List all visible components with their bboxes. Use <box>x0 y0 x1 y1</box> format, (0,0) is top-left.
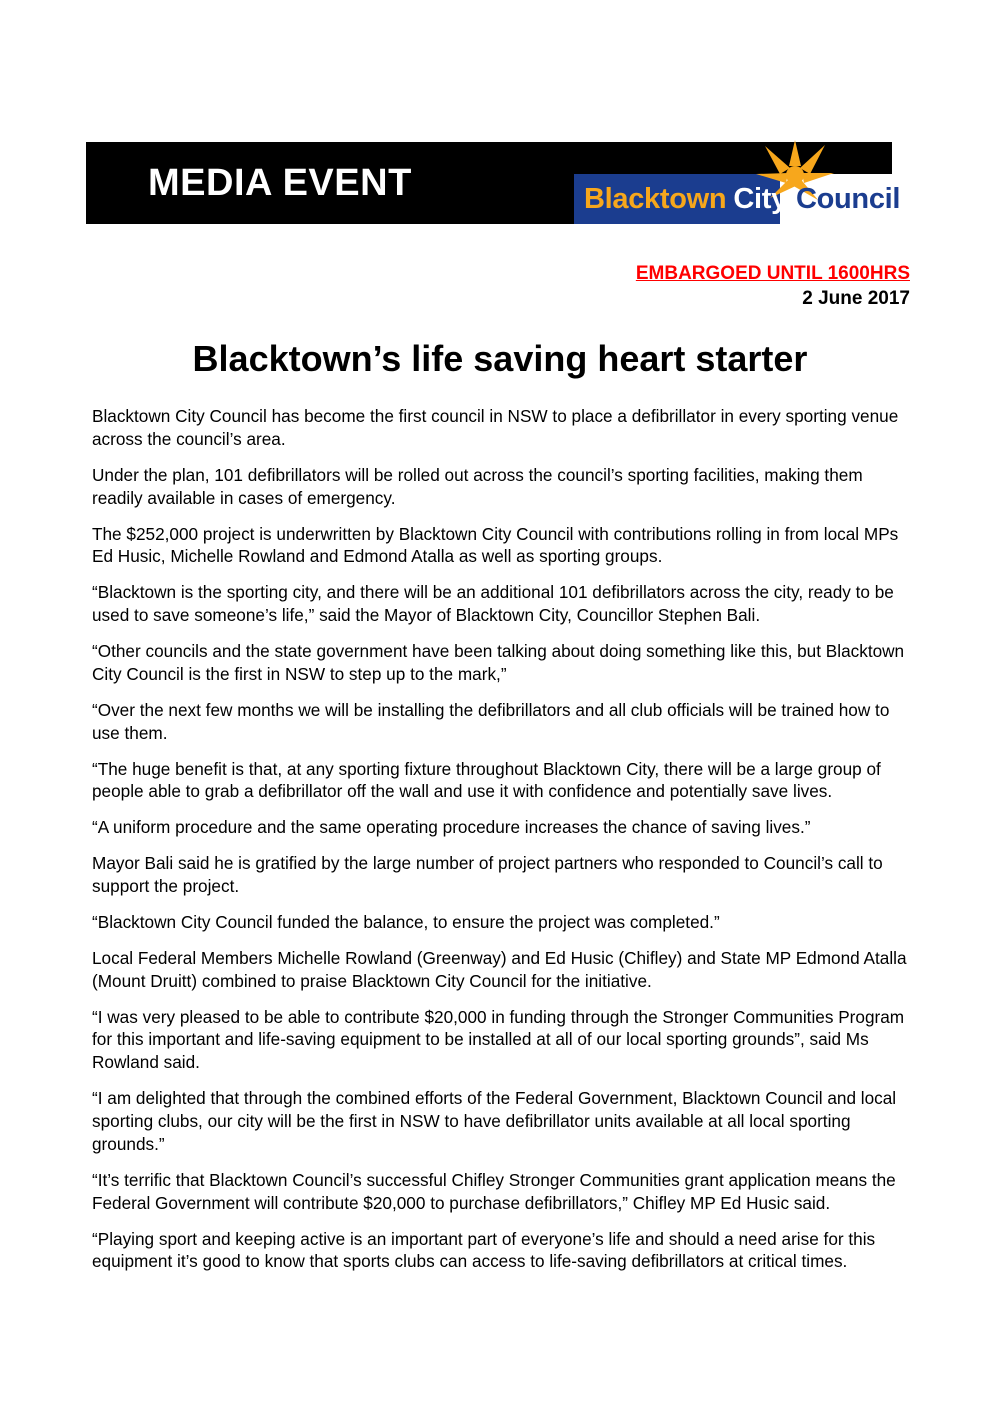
page-title: Blacktown’s life saving heart starter <box>192 338 808 379</box>
logo-word-blacktown: Blacktown <box>584 182 727 215</box>
paragraph: “I was very pleased to be able to contribute $20,000 in funding through the Stronger Communities Program for this important and life-saving equipment to be installed at all of our local sporting grounds”, said Ms Rowland said. <box>92 1006 905 1073</box>
paragraph: “I am delighted that through the combined efforts of the Federal Government, Blacktown Council and local sporting clubs, our city will be the first in NSW to have defibrillator units available at all local sporting grounds.” <box>92 1088 897 1154</box>
paragraph: Local Federal Members Michelle Rowland (Greenway) and Ed Husic (Chifley) and State MP Edmond Atalla (Mount Druitt) combined to praise Blacktown City Council for the initiative. <box>92 947 907 991</box>
paragraph: The $252,000 project is underwritten by Blacktown City Council with contributions rolling in from local MPs Ed Husic, Michelle Rowland and Edmond Atalla as well as sporting groups. <box>92 523 899 567</box>
paragraph: Under the plan, 101 defibrillators will be rolled out across the council’s sporting facilities, making them readily available in cases of emergency. <box>92 464 863 508</box>
blacktown-city-council-logo <box>574 142 901 224</box>
paragraph: “A uniform procedure and the same operating procedure increases the chance of saving lives.” <box>92 817 811 838</box>
logo-wordmark <box>574 174 901 224</box>
document-type-title: MEDIA EVENT <box>148 162 412 204</box>
logo-word-council: Council <box>795 182 901 215</box>
paragraph: “The huge benefit is that, at any sporting fixture throughout Blacktown City, there will be a large group of people able to grab a defibrillator off the wall and use it with confidence and potentially save lives. <box>92 758 881 802</box>
paragraph: “It’s terrific that Blacktown Council’s successful Chifley Stronger Communities grant application means the Federal Government will contribute $20,000 to purchase defibrillators,” Chifley MP Ed Husic said. <box>92 1169 896 1213</box>
logo-word-city: City <box>733 182 787 215</box>
paragraph: “Playing sport and keeping active is an important part of everyone’s life and should a need arise for this equipment it’s good to know that sports clubs can access to life-saving defibrillators at critical times. <box>92 1228 876 1272</box>
paragraph: “Other councils and the state government have been talking about doing something like this, but Blacktown City Council is the first in NSW to step up to the mark,” <box>92 641 905 684</box>
paragraph: “Over the next few months we will be installing the defibrillators and all club officials will be trained how to use them. <box>92 699 890 743</box>
paragraph: Blacktown City Council has become the first council in NSW to place a defibrillator in every sporting venue across the council’s area. <box>92 406 899 449</box>
paragraph: Mayor Bali said he is gratified by the large number of project partners who responded to Council’s call to support the project. <box>92 853 883 896</box>
paragraph: “Blacktown City Council funded the balance, to ensure the project was completed.” <box>92 911 720 932</box>
header-banner <box>86 142 901 224</box>
embargo-notice: EMBARGOED UNTIL 1600HRS <box>635 263 910 284</box>
embargo-block <box>636 262 910 311</box>
paragraph: “Blacktown is the sporting city, and there will be an additional 101 defibrillators across the city, ready to be used to save someone’s life,” said the Mayor of Blacktown City, Councillor Stephen Bali. <box>92 582 894 626</box>
article-body <box>92 405 912 1286</box>
release-date: 2 June 2017 <box>802 287 910 309</box>
